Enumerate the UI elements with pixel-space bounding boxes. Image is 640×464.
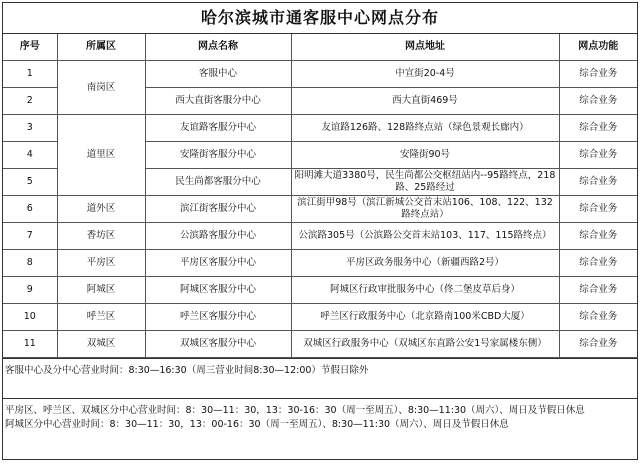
row-name: 滨江街客服分中心 [145, 196, 291, 223]
row-name: 安隆街客服分中心 [145, 142, 291, 169]
table-header-row [3, 34, 637, 61]
header-function: 网点功能 [559, 34, 637, 61]
row-address: 呼兰区行政服务中心（北京路南100米CBD大厦） [291, 304, 559, 331]
row-name: 双城区客服分中心 [145, 331, 291, 358]
row-function: 综合业务 [559, 331, 637, 358]
row-no: 4 [3, 142, 57, 169]
hours-note-main: 客服中心及分中心营业时间：8:30—16:30（周三营业时间8:30—12:00）节假日除外 [3, 359, 637, 399]
row-district: 双城区 [57, 331, 145, 358]
row-function: 综合业务 [559, 115, 637, 142]
row-function: 综合业务 [559, 169, 637, 196]
row-function: 综合业务 [559, 304, 637, 331]
row-address: 滨江街甲98号（滨江新城公交首末站106、108、122、132路终点站） [291, 196, 559, 223]
row-address: 双城区行政服务中心（双城区东直路公安1号家属楼东侧） [291, 331, 559, 358]
hours-note-pingfang: 平房区、呼兰区、双城区分中心营业时间：8：30—11：30，13：30-16：30（周一至周五）、8:30—11:30（周六）、周日及节假日休息 [5, 405, 585, 416]
table-row [3, 223, 637, 250]
row-address: 友谊路126路、128路终点站（绿色景观长廊内） [291, 115, 559, 142]
header-district: 所属区 [57, 34, 145, 61]
row-district: 平房区 [57, 250, 145, 277]
row-name: 阿城区客服分中心 [145, 277, 291, 304]
row-no: 5 [3, 169, 57, 196]
row-district: 南岗区 [57, 61, 145, 115]
row-address: 西大直街469号 [291, 88, 559, 115]
row-district: 香坊区 [57, 223, 145, 250]
table-row [3, 61, 637, 88]
row-no: 8 [3, 250, 57, 277]
row-function: 综合业务 [559, 88, 637, 115]
business-hours-notes [3, 358, 637, 433]
table-row [3, 304, 637, 331]
row-address: 阳明滩大道3380号，民生尚都公交枢纽站内--95路终点，218路、25路经过 [291, 169, 559, 196]
header-no: 序号 [3, 34, 57, 61]
row-name: 呼兰区客服分中心 [145, 304, 291, 331]
row-function: 综合业务 [559, 61, 637, 88]
row-name: 客服中心 [145, 61, 291, 88]
service-network-sheet [2, 2, 638, 460]
row-no: 9 [3, 277, 57, 304]
row-district: 道外区 [57, 196, 145, 223]
row-district: 道里区 [57, 115, 145, 196]
row-district: 呼兰区 [57, 304, 145, 331]
header-address: 网点地址 [291, 34, 559, 61]
row-no: 6 [3, 196, 57, 223]
table-row [3, 196, 637, 223]
row-function: 综合业务 [559, 250, 637, 277]
row-address: 平房区政务服务中心（新疆西路2号） [291, 250, 559, 277]
page-title: 哈尔滨城市通客服中心网点分布 [3, 3, 637, 34]
row-function: 综合业务 [559, 196, 637, 223]
row-no: 11 [3, 331, 57, 358]
hours-note-acheng: 阿城区分中心营业时间：8：30—11：30，13：00-16：30（周一至周五）、8:30—11:30（周六）、周日及节假日休息 [5, 419, 509, 430]
row-name: 友谊路客服分中心 [145, 115, 291, 142]
header-name: 网点名称 [145, 34, 291, 61]
row-address: 公滨路305号（公滨路公交首末站103、117、115路终点） [291, 223, 559, 250]
row-no: 7 [3, 223, 57, 250]
row-district: 阿城区 [57, 277, 145, 304]
row-no: 2 [3, 88, 57, 115]
row-name: 西大直街客服分中心 [145, 88, 291, 115]
row-no: 1 [3, 61, 57, 88]
row-address: 中宣街20-4号 [291, 61, 559, 88]
row-no: 3 [3, 115, 57, 142]
row-function: 综合业务 [559, 142, 637, 169]
table-row [3, 115, 637, 142]
row-function: 综合业务 [559, 223, 637, 250]
row-name: 平房区客服分中心 [145, 250, 291, 277]
row-no: 10 [3, 304, 57, 331]
row-name: 公滨路客服分中心 [145, 223, 291, 250]
row-name: 民生尚都客服分中心 [145, 169, 291, 196]
service-points-table [3, 34, 637, 358]
table-row [3, 250, 637, 277]
row-address: 阿城区行政审批服务中心（佟二堡皮草后身） [291, 277, 559, 304]
hours-note-districts [3, 399, 637, 433]
table-row [3, 331, 637, 358]
row-address: 安隆街90号 [291, 142, 559, 169]
row-function: 综合业务 [559, 277, 637, 304]
table-row [3, 277, 637, 304]
